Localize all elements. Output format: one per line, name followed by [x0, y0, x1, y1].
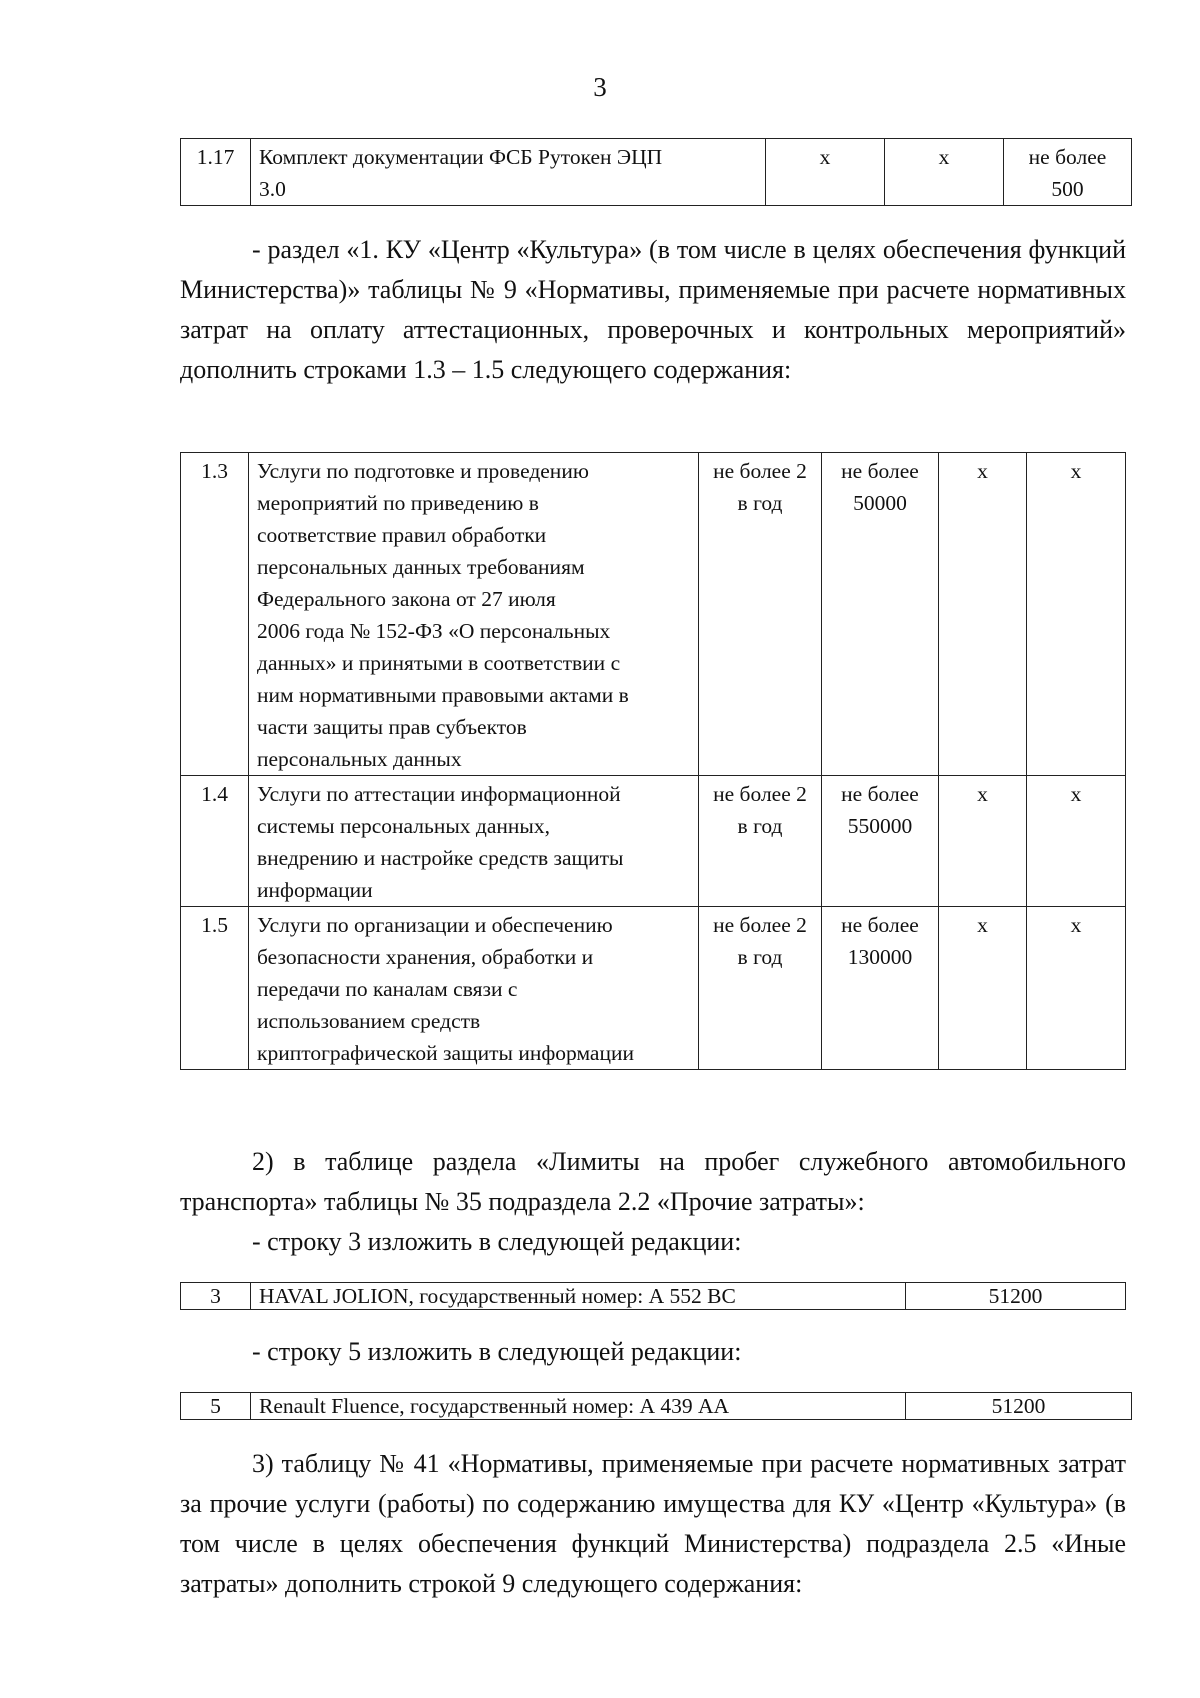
item-name [251, 139, 766, 206]
description-line: мероприятий по приведению в [257, 491, 539, 515]
cost-label: не более [841, 913, 919, 937]
cost-label: не более [841, 459, 919, 483]
cell-x: х [939, 907, 1027, 1070]
row-number: 1.17 [181, 139, 251, 206]
description-line: Услуги по аттестации информационной [257, 782, 621, 806]
limit-cell [1004, 139, 1132, 206]
frequency-cell [699, 907, 822, 1070]
description-line: Услуги по организации и обеспечению [257, 913, 613, 937]
cell-x: х [1027, 776, 1126, 907]
description-line: соответствие правил обработки [257, 523, 547, 547]
service-description [249, 453, 699, 776]
mileage-limit: 51200 [906, 1283, 1126, 1310]
description-line: ним нормативными правовыми актами в [257, 683, 629, 707]
cost-cell [822, 776, 939, 907]
cell-x: х [885, 139, 1004, 206]
frequency-unit: в год [737, 945, 783, 969]
description-line: информации [257, 878, 373, 902]
description-line: данных» и принятыми в соответствии с [257, 651, 621, 675]
table-row [181, 907, 1126, 1070]
description-line: 2006 года № 152-ФЗ «О персональных [257, 619, 611, 643]
description-line: криптографической защиты информации [257, 1041, 634, 1065]
cost-value: 130000 [847, 945, 913, 969]
table-row-1-17 [180, 138, 1132, 206]
description-line: части защиты прав субъектов [257, 715, 527, 739]
cell-x: х [1027, 907, 1126, 1070]
description-line: системы персональных данных, [257, 814, 550, 838]
row-number: 1.5 [181, 907, 249, 1070]
description-line: передачи по каналам связи с [257, 977, 518, 1001]
description-line: безопасности хранения, обработки и [257, 945, 594, 969]
cost-value: 550000 [847, 814, 913, 838]
mileage-limit: 51200 [906, 1393, 1132, 1420]
cell-x: х [1027, 453, 1126, 776]
table-row [181, 776, 1126, 907]
service-description [249, 776, 699, 907]
row-number: 5 [181, 1393, 251, 1420]
page-number: 3 [593, 72, 607, 102]
instruction-row-5: - строку 5 изложить в следующей редакции: [252, 1337, 742, 1366]
table-row [181, 453, 1126, 776]
frequency-cell [699, 453, 822, 776]
limit-value: 500 [1051, 177, 1084, 201]
paragraph-section-amendment: - раздел «1. КУ «Центр «Культура» (в том числе в целях обеспечения функций Министерства)» таблицы № 9 «Нормативы, применяемые при расчете нормативных затрат на оплату аттестационных, проверочных и контрольных мероприятий» дополнить строками 1.3 – 1.5 следующего содержания: [180, 235, 1126, 384]
table-row [181, 1283, 1126, 1310]
paragraph-mileage-limits: 2) в таблице раздела «Лимиты на пробег служебного автомобильного транспорта» таблицы № 35 подраздела 2.2 «Прочие затраты»: [180, 1147, 1126, 1216]
cost-cell [822, 453, 939, 776]
cell-x: х [766, 139, 885, 206]
row-number: 3 [181, 1283, 251, 1310]
row-number: 1.3 [181, 453, 249, 776]
description-line: персональных данных [257, 747, 462, 771]
description-line: персональных данных требованиям [257, 555, 585, 579]
vehicle-name: HAVAL JOLION, государственный номер: А 552 ВС [251, 1283, 906, 1310]
description-line: Услуги по подготовке и проведению [257, 459, 589, 483]
description-line: Федерального закона от 27 июля [257, 587, 556, 611]
instruction-row-3: - строку 3 изложить в следующей редакции: [252, 1227, 742, 1256]
item-name-line: 3.0 [259, 177, 286, 201]
table-rows-1-3-to-1-5 [180, 452, 1126, 1070]
service-description [249, 907, 699, 1070]
frequency-unit: в год [737, 491, 783, 515]
cell-x: х [939, 453, 1027, 776]
cost-cell [822, 907, 939, 1070]
item-name-line: Комплект документации ФСБ Рутокен ЭЦП [259, 145, 663, 169]
frequency-label: не более 2 [713, 782, 807, 806]
cell-x: х [939, 776, 1027, 907]
cost-label: не более [841, 782, 919, 806]
paragraph-table-41: 3) таблицу № 41 «Нормативы, применяемые при расчете нормативных затрат за прочие услуги (работы) по содержанию имущества для КУ «Центр «Культура» (в том числе в целях обеспечения функций Министерства) подраздела 2.5 «Иные затраты» дополнить строкой 9 следующего содержания: [180, 1449, 1126, 1598]
vehicle-name: Renault Fluence, государственный номер: А 439 АА [251, 1393, 906, 1420]
frequency-unit: в год [737, 814, 783, 838]
table-row [181, 1393, 1132, 1420]
table-row [181, 139, 1132, 206]
frequency-label: не более 2 [713, 913, 807, 937]
table-row-5 [180, 1392, 1132, 1420]
limit-label: не более [1028, 145, 1107, 169]
frequency-cell [699, 776, 822, 907]
table-row-3 [180, 1282, 1126, 1310]
cost-value: 50000 [853, 491, 907, 515]
description-line: использованием средств [257, 1009, 481, 1033]
frequency-label: не более 2 [713, 459, 807, 483]
row-number: 1.4 [181, 776, 249, 907]
description-line: внедрению и настройке средств защиты [257, 846, 624, 870]
